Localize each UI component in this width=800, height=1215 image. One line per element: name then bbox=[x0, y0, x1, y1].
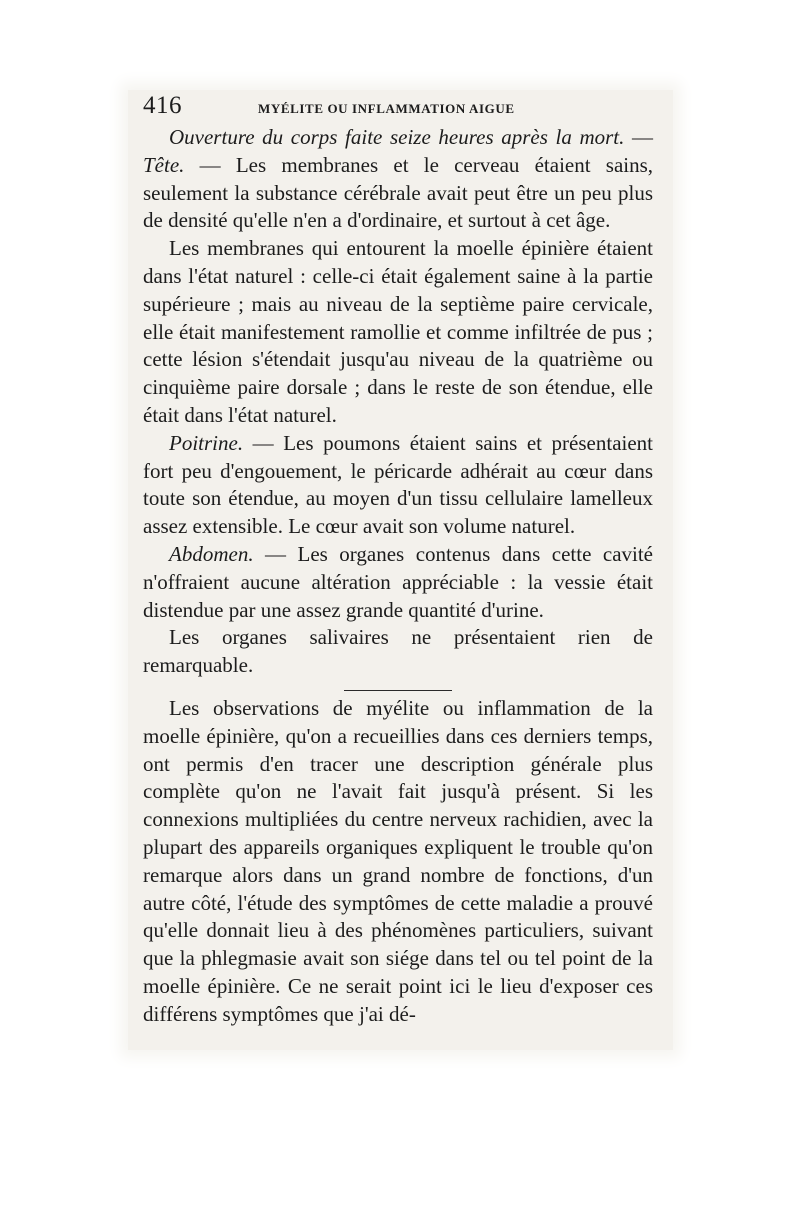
abdomen-text: Les organes contenus dans cette cavité n'offraient aucune altération appréciable : la vessie était distendue par une assez grande quantité d'urine. bbox=[143, 541, 654, 622]
section-separator bbox=[344, 690, 452, 691]
chest-text: Les poumons étaient sains et présentaient fort peu d'engouement, le péricarde adhérait au cœur dans toute son étendue, au moyen d'un tissu cellulaire lamelleux assez extensible. Le cœur avait son volume naturel. bbox=[143, 430, 654, 539]
opening-label: Ouverture du corps faite seize heures après la mort. bbox=[169, 125, 625, 149]
dash: — bbox=[252, 430, 284, 455]
head-label: Tête. bbox=[143, 152, 185, 177]
head-text: Les membranes et le cerveau étaient sains, seulement la substance cérébrale avait peut être un peu plus de densité qu'elle n'en a d'ordinaire, et surtout à cet âge. bbox=[143, 152, 654, 233]
paragraph-autopsy-head bbox=[143, 124, 653, 235]
paragraph-chest bbox=[143, 430, 653, 541]
dash: — bbox=[632, 125, 654, 149]
abdomen-label: Abdomen. bbox=[169, 541, 254, 566]
page-number: 416 bbox=[143, 92, 182, 119]
running-title: MYÉLITE OU INFLAMMATION AIGUE bbox=[258, 101, 515, 116]
page-header bbox=[143, 92, 643, 122]
dash: — bbox=[199, 152, 236, 177]
paragraph-spine: Les membranes qui entourent la moelle épinière étaient dans l'état naturel : celle-ci était également saine à la partie supérieure ; mais au niveau de la septième paire cervicale, elle était manifestement ramollie et comme infiltrée de pus ; cette lésion s'étendait jusqu'au niveau de la quatrième ou cinquième paire dorsale ; dans le reste de son étendue, elle était dans l'état naturel. bbox=[143, 236, 653, 427]
chest-label: Poitrine. bbox=[169, 430, 244, 455]
paragraph-salivary: Les organes salivaires ne présentaient rien de remarquable. bbox=[143, 625, 653, 678]
body-text bbox=[143, 124, 653, 1029]
paragraph-abdomen bbox=[143, 541, 653, 624]
dash: — bbox=[265, 541, 298, 566]
paragraph-discussion: Les observations de myélite ou inflammation de la moelle épinière, qu'on a recueillies dans ces derniers temps, ont permis d'en tracer une description générale plus complète qu'on ne l'avait fait jusqu'à présent. Si les connexions multipliées du centre nerveux rachidien, avec la plupart des appareils organiques expliquent le trouble qu'on remarque alors dans un grand nombre de fonctions, d'un autre côté, l'étude des symptômes de cette maladie a prouvé qu'elle donnait lieu à des phénomènes particuliers, suivant que la phlegmasie avait son siége dans tel ou tel point de la moelle épinière. Ce ne serait point ici le lieu d'exposer ces différens symptômes que j'ai dé- bbox=[143, 695, 653, 1026]
